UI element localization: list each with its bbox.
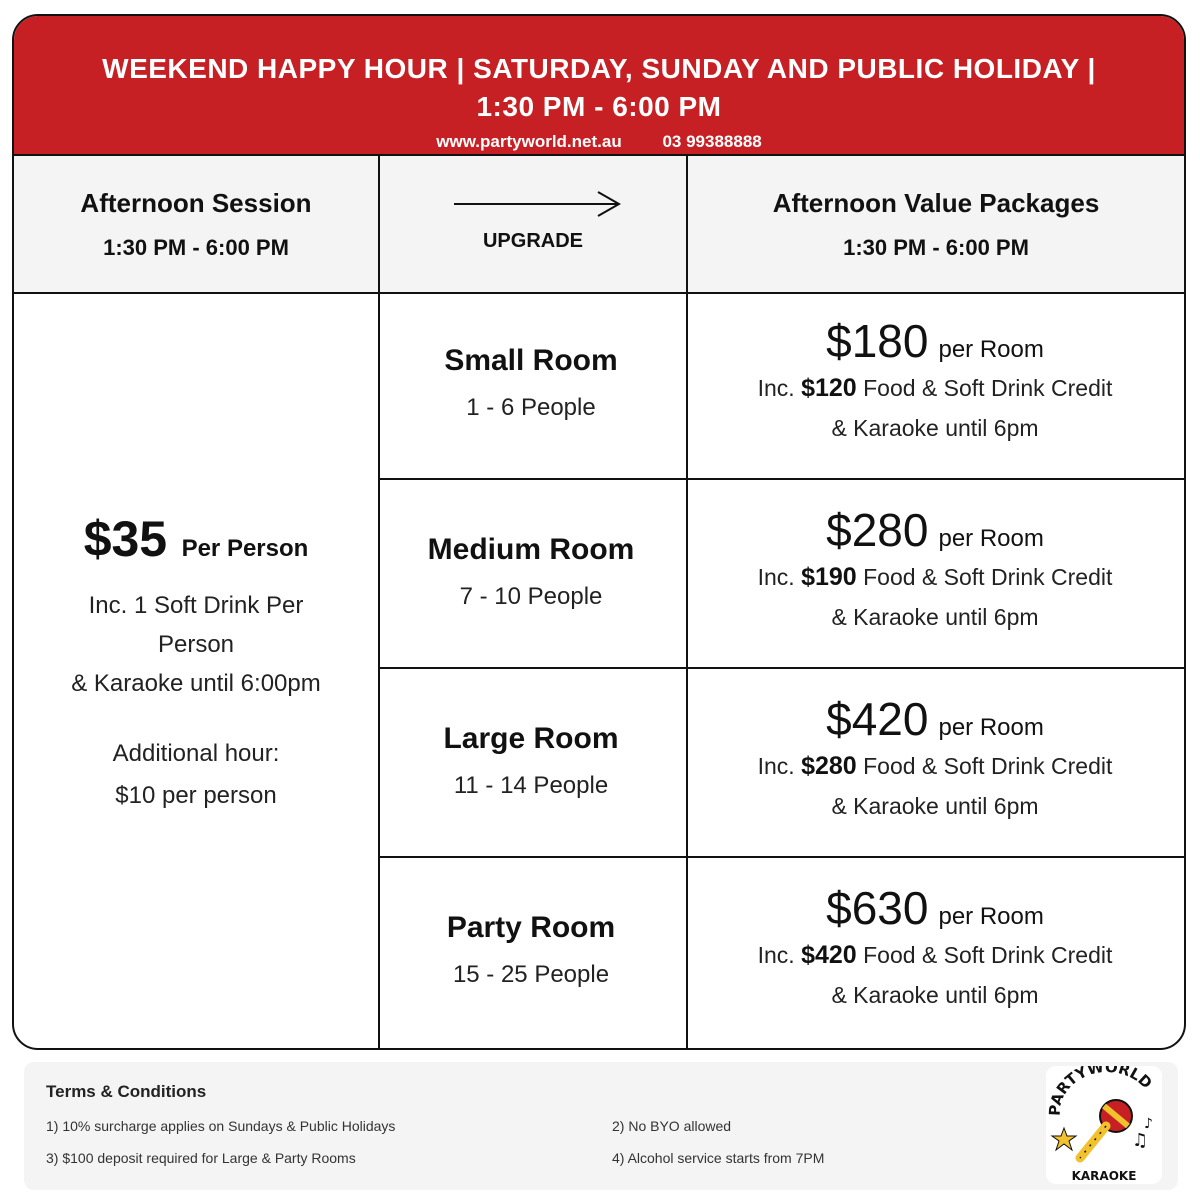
session-line: Person	[157, 631, 235, 658]
package-unit: per Room	[938, 525, 1044, 552]
credit-amount: $280	[801, 752, 857, 780]
package-karaoke: & Karaoke until 6pm	[831, 982, 1039, 1008]
credit-suffix: Food & Soft Drink Credit	[863, 753, 1113, 779]
header-left-title: Afternoon Session	[80, 188, 312, 218]
terms-title: Terms & Conditions	[46, 1082, 207, 1101]
term-item: 1) 10% surcharge applies on Sundays & Public Holidays	[46, 1118, 396, 1134]
partyworld-logo	[1046, 1066, 1162, 1184]
room-name-cell	[378, 481, 684, 667]
website-link[interactable]: www.partyworld.net.au	[436, 132, 622, 151]
logo-bottom-text: KARAOKE	[1071, 1169, 1137, 1183]
pricing-card	[12, 14, 1186, 1050]
package-karaoke: & Karaoke until 6pm	[831, 415, 1039, 441]
session-includes	[14, 586, 378, 703]
banner-contact	[14, 126, 1184, 152]
term-item: 4) Alcohol service starts from 7PM	[612, 1150, 825, 1166]
header-value-packages	[688, 156, 1184, 292]
room-package-cell	[686, 292, 1184, 478]
credit-prefix: Inc.	[757, 942, 795, 968]
room-capacity: 7 - 10 People	[459, 583, 603, 610]
room-name: Large Room	[443, 722, 619, 755]
session-panel	[14, 292, 378, 1048]
credit-amount: $120	[801, 374, 857, 402]
package-price-line	[686, 503, 1184, 557]
header-right-title: Afternoon Value Packages	[772, 188, 1100, 218]
package-credit	[686, 752, 1184, 781]
room-capacity: 15 - 25 People	[452, 961, 610, 988]
room-name: Medium Room	[427, 533, 635, 566]
room-row	[378, 859, 1184, 1047]
session-unit: Per Person	[181, 535, 309, 562]
package-credit	[686, 941, 1184, 970]
room-name: Party Room	[446, 911, 616, 944]
credit-prefix: Inc.	[757, 564, 795, 590]
phone-number[interactable]: 03 99388888	[662, 132, 762, 151]
session-line: & Karaoke until 6:00pm	[71, 670, 321, 697]
room-package-cell	[686, 670, 1184, 856]
room-package-cell	[686, 481, 1184, 667]
session-line: Inc. 1 Soft Drink Per	[88, 592, 304, 619]
package-price-line	[686, 314, 1184, 368]
room-row	[378, 292, 1184, 480]
header-upgrade	[380, 156, 686, 292]
session-price-line	[14, 510, 378, 568]
package-credit	[686, 374, 1184, 403]
banner-title: WEEKEND HAPPY HOUR | SATURDAY, SUNDAY AND PUBLIC HOLIDAY |	[102, 53, 1096, 84]
svg-text:♪: ♪	[1144, 1116, 1153, 1132]
package-price-line	[686, 692, 1184, 746]
room-row	[378, 481, 1184, 669]
package-price: $630	[826, 882, 929, 934]
header-right-time: 1:30 PM - 6:00 PM	[843, 235, 1029, 260]
package-price: $420	[826, 693, 929, 745]
package-price: $280	[826, 504, 929, 556]
header-left-time: 1:30 PM - 6:00 PM	[103, 235, 289, 260]
arrow-right-icon	[452, 190, 622, 218]
credit-amount: $190	[801, 563, 857, 591]
upgrade-label: UPGRADE	[482, 230, 583, 252]
package-price: $180	[826, 315, 929, 367]
package-credit	[686, 563, 1184, 592]
credit-amount: $420	[801, 941, 857, 969]
additional-hour-label: Additional hour:	[112, 740, 280, 767]
package-karaoke: & Karaoke until 6pm	[831, 793, 1039, 819]
room-name-cell	[378, 670, 684, 856]
package-unit: per Room	[938, 336, 1044, 363]
package-unit: per Room	[938, 714, 1044, 741]
room-capacity: 1 - 6 People	[466, 394, 596, 421]
logo-top-text: PARTYWORLD	[1046, 1066, 1156, 1117]
term-item: 3) $100 deposit required for Large & Party Rooms	[46, 1150, 356, 1166]
room-package-cell	[686, 859, 1184, 1047]
table-header-row	[14, 156, 1184, 294]
svg-text:♫: ♫	[1132, 1130, 1149, 1151]
credit-suffix: Food & Soft Drink Credit	[863, 375, 1113, 401]
header-afternoon-session	[14, 156, 378, 292]
credit-prefix: Inc.	[757, 753, 795, 779]
package-price-line	[686, 881, 1184, 935]
credit-prefix: Inc.	[757, 375, 795, 401]
package-karaoke: & Karaoke until 6pm	[831, 604, 1039, 630]
logo-graphic	[1046, 1066, 1162, 1184]
header-banner	[14, 16, 1184, 156]
session-price: $35	[83, 511, 168, 567]
banner-time: 1:30 PM - 6:00 PM	[476, 91, 722, 122]
credit-suffix: Food & Soft Drink Credit	[863, 564, 1113, 590]
additional-hour-price: $10 per person	[115, 782, 277, 809]
package-unit: per Room	[938, 903, 1044, 930]
room-row	[378, 670, 1184, 858]
terms-panel	[24, 1062, 1178, 1190]
room-capacity: 11 - 14 People	[453, 772, 609, 799]
term-item: 2) No BYO allowed	[612, 1118, 732, 1134]
room-name-cell	[378, 292, 684, 478]
credit-suffix: Food & Soft Drink Credit	[863, 942, 1113, 968]
room-name: Small Room	[444, 344, 618, 377]
additional-hour	[14, 733, 378, 817]
room-name-cell	[378, 859, 684, 1047]
